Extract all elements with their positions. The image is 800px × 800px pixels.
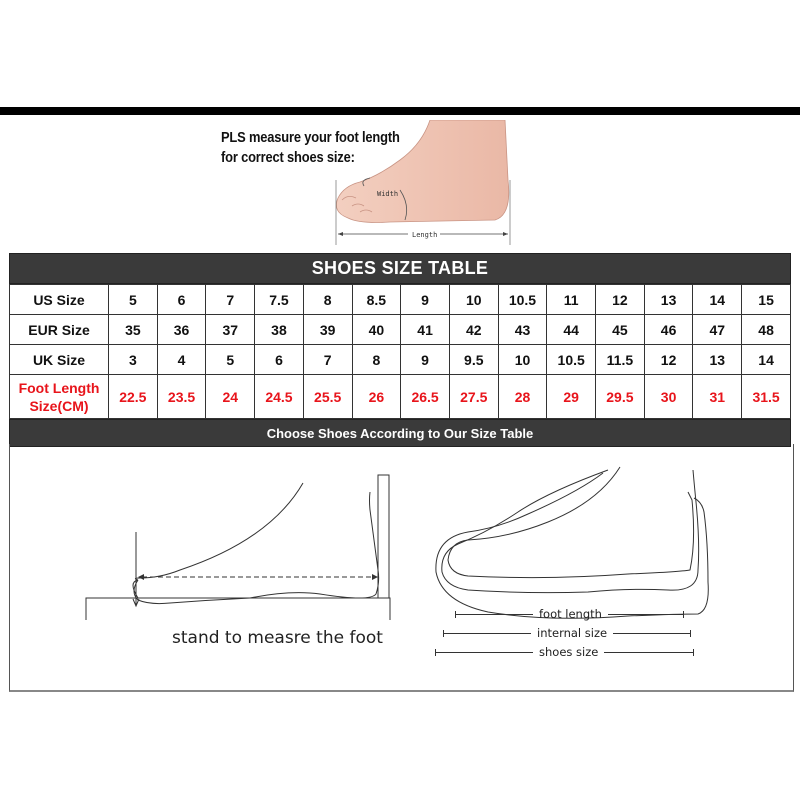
cell: 3 (109, 345, 158, 375)
cell: 26.5 (401, 375, 450, 419)
shoes-size-measure (435, 645, 694, 659)
width-label: Width (377, 190, 399, 198)
table-title: SHOES SIZE TABLE (9, 253, 791, 284)
standing-foot-diagram (80, 470, 400, 620)
left-caption: stand to measre the foot (172, 628, 383, 648)
cell: 28 (498, 375, 547, 419)
foot-length-measure (455, 607, 684, 621)
cell: 9.5 (449, 345, 498, 375)
table-subtitle: Choose Shoes According to Our Size Table (9, 419, 791, 447)
row-label-line-1: Foot Length (18, 379, 100, 396)
cell: 37 (206, 315, 255, 345)
cell: 24.5 (255, 375, 304, 419)
top-divider (0, 107, 800, 115)
row-label: EUR Size (10, 315, 109, 345)
shoes-size-label: shoes size (539, 645, 599, 659)
row-label-line-2: Size(CM) (29, 397, 89, 414)
cell: 12 (596, 285, 645, 315)
cell: 31 (693, 375, 742, 419)
cell: 36 (157, 315, 206, 345)
internal-size-label: internal size (537, 626, 608, 640)
cell: 14 (742, 345, 791, 375)
internal-size-measure (443, 626, 691, 640)
length-label: Length (412, 231, 438, 239)
cell: 15 (742, 285, 791, 315)
cell: 6 (157, 285, 206, 315)
cell: 8.5 (352, 285, 401, 315)
cell: 12 (644, 345, 693, 375)
cell: 5 (109, 285, 158, 315)
row-label (10, 375, 109, 419)
cell: 7 (206, 285, 255, 315)
cell: 9 (401, 345, 450, 375)
cell: 42 (449, 315, 498, 345)
cell: 31.5 (742, 375, 791, 419)
cell: 14 (693, 285, 742, 315)
cell: 24 (206, 375, 255, 419)
cell: 11 (547, 285, 596, 315)
cell: 10.5 (547, 345, 596, 375)
instruction-line-2: for correct shoes size: (221, 149, 355, 166)
cell: 48 (742, 315, 791, 345)
cell: 41 (401, 315, 450, 345)
table-row-uk (10, 345, 791, 375)
cell: 25.5 (303, 375, 352, 419)
cell: 8 (303, 285, 352, 315)
shoe-size-table (9, 253, 791, 447)
table-row-foot-length (10, 375, 791, 419)
cell: 35 (109, 315, 158, 345)
cell: 7.5 (255, 285, 304, 315)
cell: 46 (644, 315, 693, 345)
cell: 44 (547, 315, 596, 345)
instruction-line-1: PLS measure your foot length (221, 129, 400, 146)
table-row-eur (10, 315, 791, 345)
cell: 22.5 (109, 375, 158, 419)
cell: 9 (401, 285, 450, 315)
cell: 13 (693, 345, 742, 375)
cell: 10 (498, 345, 547, 375)
row-label: US Size (10, 285, 109, 315)
cell: 23.5 (157, 375, 206, 419)
row-label: UK Size (10, 345, 109, 375)
cell: 13 (644, 285, 693, 315)
cell: 11.5 (596, 345, 645, 375)
cell: 26 (352, 375, 401, 419)
table-row-us (10, 285, 791, 315)
size-grid (9, 284, 791, 419)
cell: 6 (255, 345, 304, 375)
cell: 10 (449, 285, 498, 315)
foot-measurement-image (330, 120, 520, 245)
cell: 4 (157, 345, 206, 375)
cell: 7 (303, 345, 352, 375)
cell: 30 (644, 375, 693, 419)
cell: 39 (303, 315, 352, 345)
cell: 40 (352, 315, 401, 345)
cell: 29 (547, 375, 596, 419)
cell: 10.5 (498, 285, 547, 315)
foot-length-label: foot length (539, 607, 602, 621)
cell: 8 (352, 345, 401, 375)
cell: 43 (498, 315, 547, 345)
cell: 5 (206, 345, 255, 375)
cell: 45 (596, 315, 645, 345)
cell: 38 (255, 315, 304, 345)
cell: 47 (693, 315, 742, 345)
cell: 27.5 (449, 375, 498, 419)
cell: 29.5 (596, 375, 645, 419)
